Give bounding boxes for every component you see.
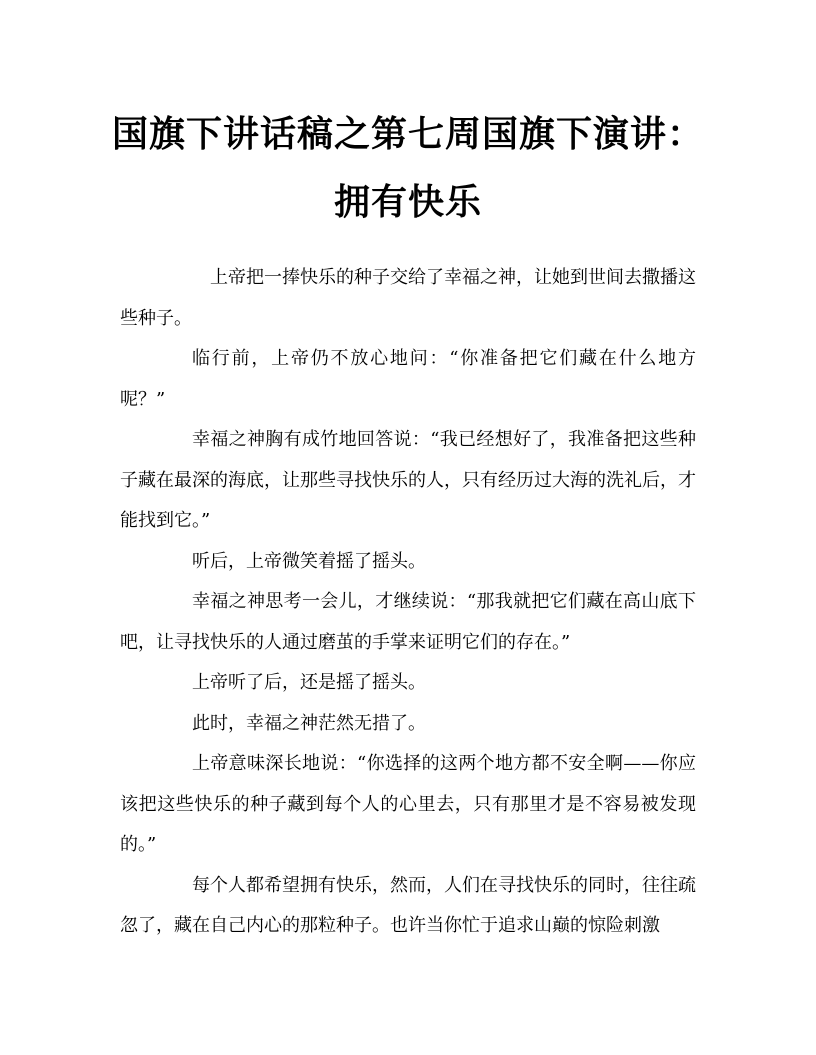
paragraph-9: 每个人都希望拥有快乐，然而，人们在寻找快乐的同时，往往疏忽了，藏在自己内心的那粒种子。也许当你忙于追求山巅的惊险刺激 xyxy=(120,874,696,936)
document-title: 国旗下讲话稿之第七周国旗下演讲：拥有快乐 xyxy=(111,113,704,223)
paragraph-4: 听后，上帝微笑着摇了摇头。 xyxy=(192,550,426,572)
paragraph-7: 此时，幸福之神茫然无措了。 xyxy=(192,712,426,734)
document-body xyxy=(120,258,696,947)
paragraph-5: 幸福之神思考一会儿，才继续说：“那我就把它们藏在高山底下吧，让寻找快乐的人通过磨茧的手掌来证明它们的存在。” xyxy=(120,591,696,653)
paragraph-6: 上帝听了后，还是摇了摇头。 xyxy=(192,672,426,693)
paragraph-8: 上帝意味深长地说：“你选择的这两个地方都不安全啊——你应该把这些快乐的种子藏到每个人的心里去，只有那里才是不容易被发现的。” xyxy=(120,753,696,855)
paragraph-1: 上帝把一捧快乐的种子交给了幸福之神，让她到世间去撒播这些种子。 xyxy=(120,267,696,329)
paragraph-3: 幸福之神胸有成竹地回答说：“我已经想好了，我准备把这些种子藏在最深的海底，让那些寻找快乐的人，只有经历过大海的洗礼后，才能找到它。” xyxy=(120,429,696,531)
paragraph-2: 临行前，上帝仍不放心地问：“你准备把它们藏在什么地方呢？” xyxy=(120,348,696,410)
